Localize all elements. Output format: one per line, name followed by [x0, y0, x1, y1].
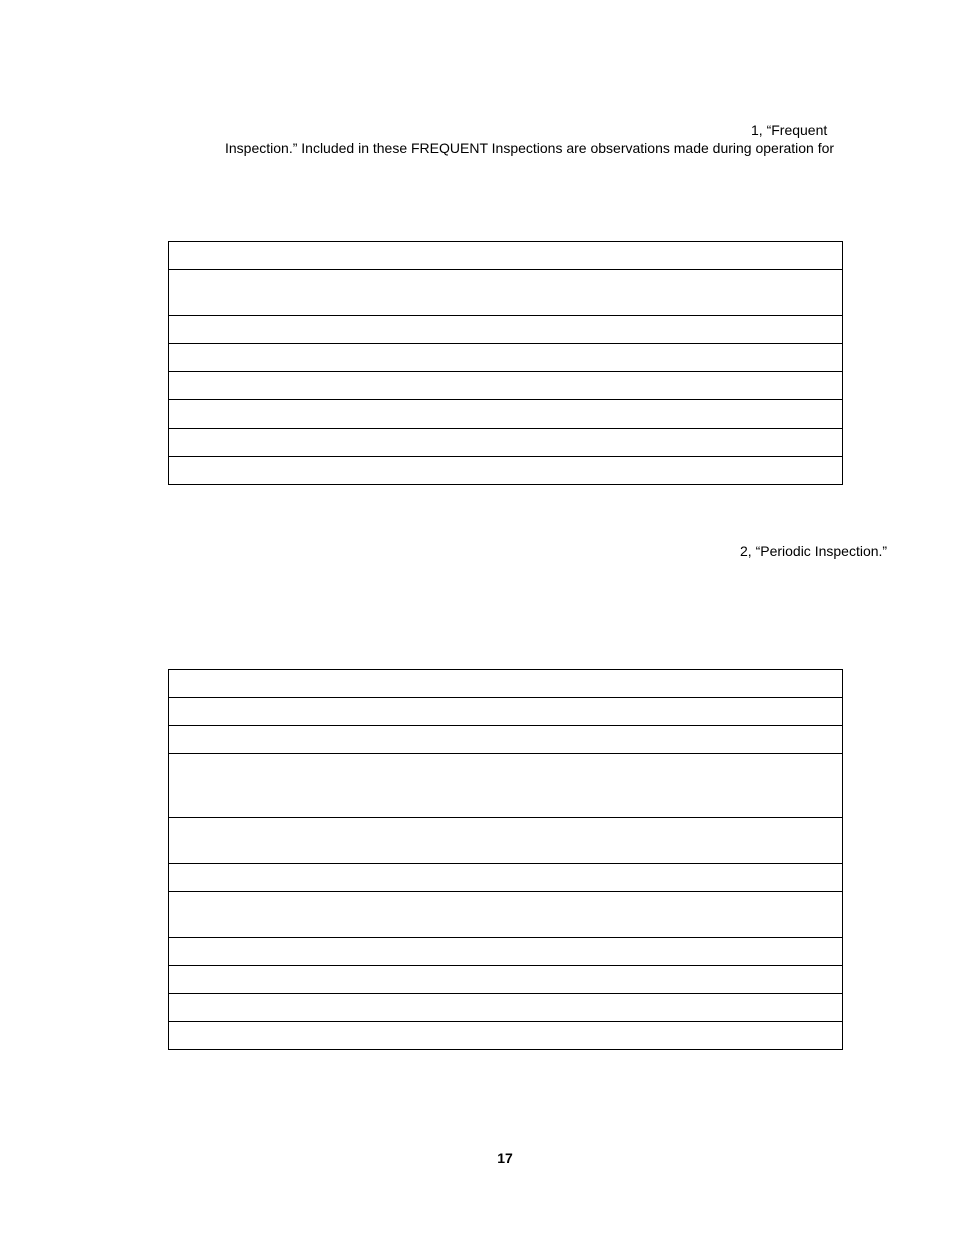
periodic-inspection-table	[168, 669, 843, 1050]
table-cell	[169, 892, 843, 938]
table-cell	[169, 994, 843, 1022]
table-cell	[169, 754, 843, 818]
frequent-inspection-intro-text: Inspection.” Included in these FREQUENT Inspections are observations made during operation for	[225, 140, 835, 156]
table-row	[169, 994, 843, 1022]
table-row	[169, 698, 843, 726]
frequent-inspection-text-fragment: 1, “Frequent	[751, 122, 828, 138]
table-cell	[169, 698, 843, 726]
table-cell	[169, 242, 843, 270]
table-row	[169, 429, 843, 457]
table-cell	[169, 429, 843, 457]
table-row	[169, 270, 843, 316]
table-row	[169, 316, 843, 344]
periodic-inspection-text-fragment: 2, “Periodic Inspection.”	[740, 543, 888, 559]
table-cell	[169, 966, 843, 994]
table-row	[169, 670, 843, 698]
table-cell	[169, 864, 843, 892]
frequent-inspection-table	[168, 241, 843, 485]
table-row	[169, 938, 843, 966]
table-row	[169, 400, 843, 429]
page-number: 17	[497, 1150, 513, 1166]
table-row	[169, 754, 843, 818]
table-row	[169, 457, 843, 485]
table-row	[169, 864, 843, 892]
table-cell	[169, 270, 843, 316]
table-row	[169, 344, 843, 372]
table-cell	[169, 316, 843, 344]
table-row	[169, 966, 843, 994]
table-cell	[169, 1022, 843, 1050]
table-cell	[169, 400, 843, 429]
table-row	[169, 1022, 843, 1050]
table-cell	[169, 372, 843, 400]
table-cell	[169, 818, 843, 864]
table-cell	[169, 344, 843, 372]
table-cell	[169, 726, 843, 754]
table-row	[169, 892, 843, 938]
table-row	[169, 726, 843, 754]
table-row	[169, 372, 843, 400]
table-cell	[169, 457, 843, 485]
table-row	[169, 818, 843, 864]
table-cell	[169, 670, 843, 698]
table-cell	[169, 938, 843, 966]
table-row	[169, 242, 843, 270]
